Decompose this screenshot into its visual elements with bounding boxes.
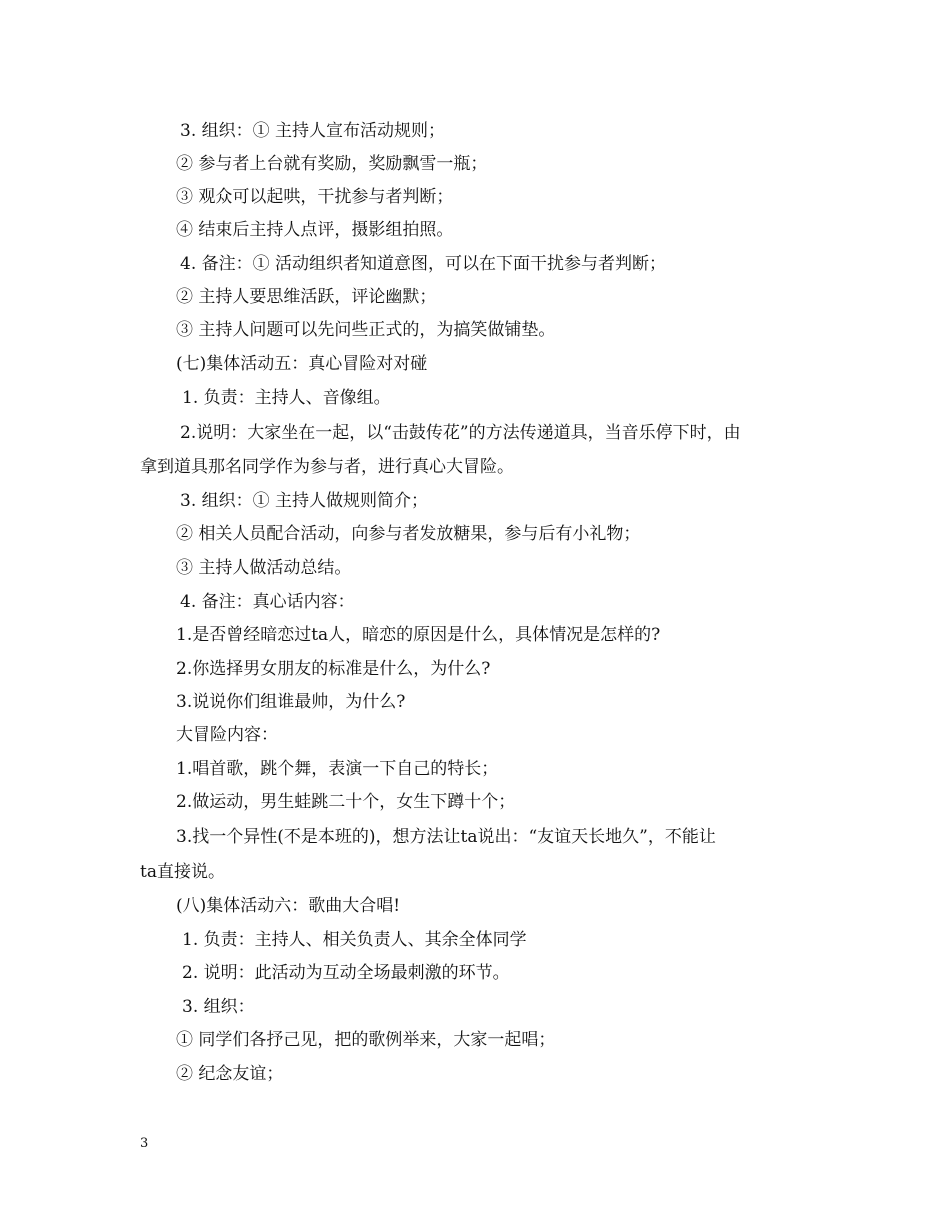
text-line: ③ 主持人做活动总结。 <box>176 558 352 578</box>
text-line: 4. 备注：真心话内容： <box>180 592 355 612</box>
page-number: 3 <box>140 1136 149 1151</box>
text-line: 2. 说明：此活动为互动全场最刺激的环节。 <box>182 963 510 983</box>
text-line: 大冒险内容： <box>176 725 278 745</box>
text-line: 2.说明：大家坐在一起，以“击鼓传花”的方法传递道具，当音乐停下时，由 <box>180 423 741 443</box>
text-line: ③ 主持人问题可以先问些正式的，为搞笑做铺垫。 <box>176 320 556 340</box>
text-line: ③ 观众可以起哄，干扰参与者判断； <box>176 187 454 207</box>
text-line: 3. 组织： <box>182 997 255 1017</box>
text-line: 1.唱首歌，跳个舞，表演一下自己的特长； <box>176 759 499 779</box>
text-line: ① 同学们各抒己见，把的歌例举来，大家一起唱； <box>176 1030 556 1050</box>
text-line: 4. 备注：① 活动组织者知道意图，可以在下面干扰参与者判断； <box>180 254 667 274</box>
section-heading: (七)集体活动五：真心冒险对对碰 <box>176 354 428 374</box>
text-line: ② 相关人员配合活动，向参与者发放糖果，参与后有小礼物； <box>176 524 641 544</box>
text-line: 3. 组织：① 主持人做规则简介； <box>180 491 429 511</box>
text-line: 1. 负责：主持人、音像组。 <box>182 388 391 408</box>
text-line: ta直接说。 <box>140 862 225 882</box>
text-line: 3. 组织：① 主持人宣布活动规则； <box>180 121 446 141</box>
text-line: 1.是否曾经暗恋过ta人，暗恋的原因是什么，具体情况是怎样的? <box>176 625 661 645</box>
text-line: ④ 结束后主持人点评，摄影组拍照。 <box>176 220 454 240</box>
text-line: 拿到道具那名同学作为参与者，进行真心大冒险。 <box>140 457 514 477</box>
text-line: ② 纪念友谊； <box>176 1064 284 1084</box>
section-heading: (八)集体活动六：歌曲大合唱! <box>176 896 401 916</box>
text-line: ② 主持人要思维活跃，评论幽默； <box>176 287 437 307</box>
text-line: 3.找一个异性(不是本班的)，想方法让ta说出：“友谊天长地久”，不能让 <box>176 827 716 847</box>
text-line: ② 参与者上台就有奖励，奖励飘雪一瓶； <box>176 154 488 174</box>
text-line: 1. 负责：主持人、相关负责人、其余全体同学 <box>182 930 527 950</box>
text-line: 3.说说你们组谁最帅，为什么? <box>176 692 406 712</box>
text-line: 2.做运动，男生蛙跳二十个，女生下蹲十个； <box>176 792 516 812</box>
text-line: 2.你选择男女朋友的标准是什么，为什么? <box>176 659 491 679</box>
